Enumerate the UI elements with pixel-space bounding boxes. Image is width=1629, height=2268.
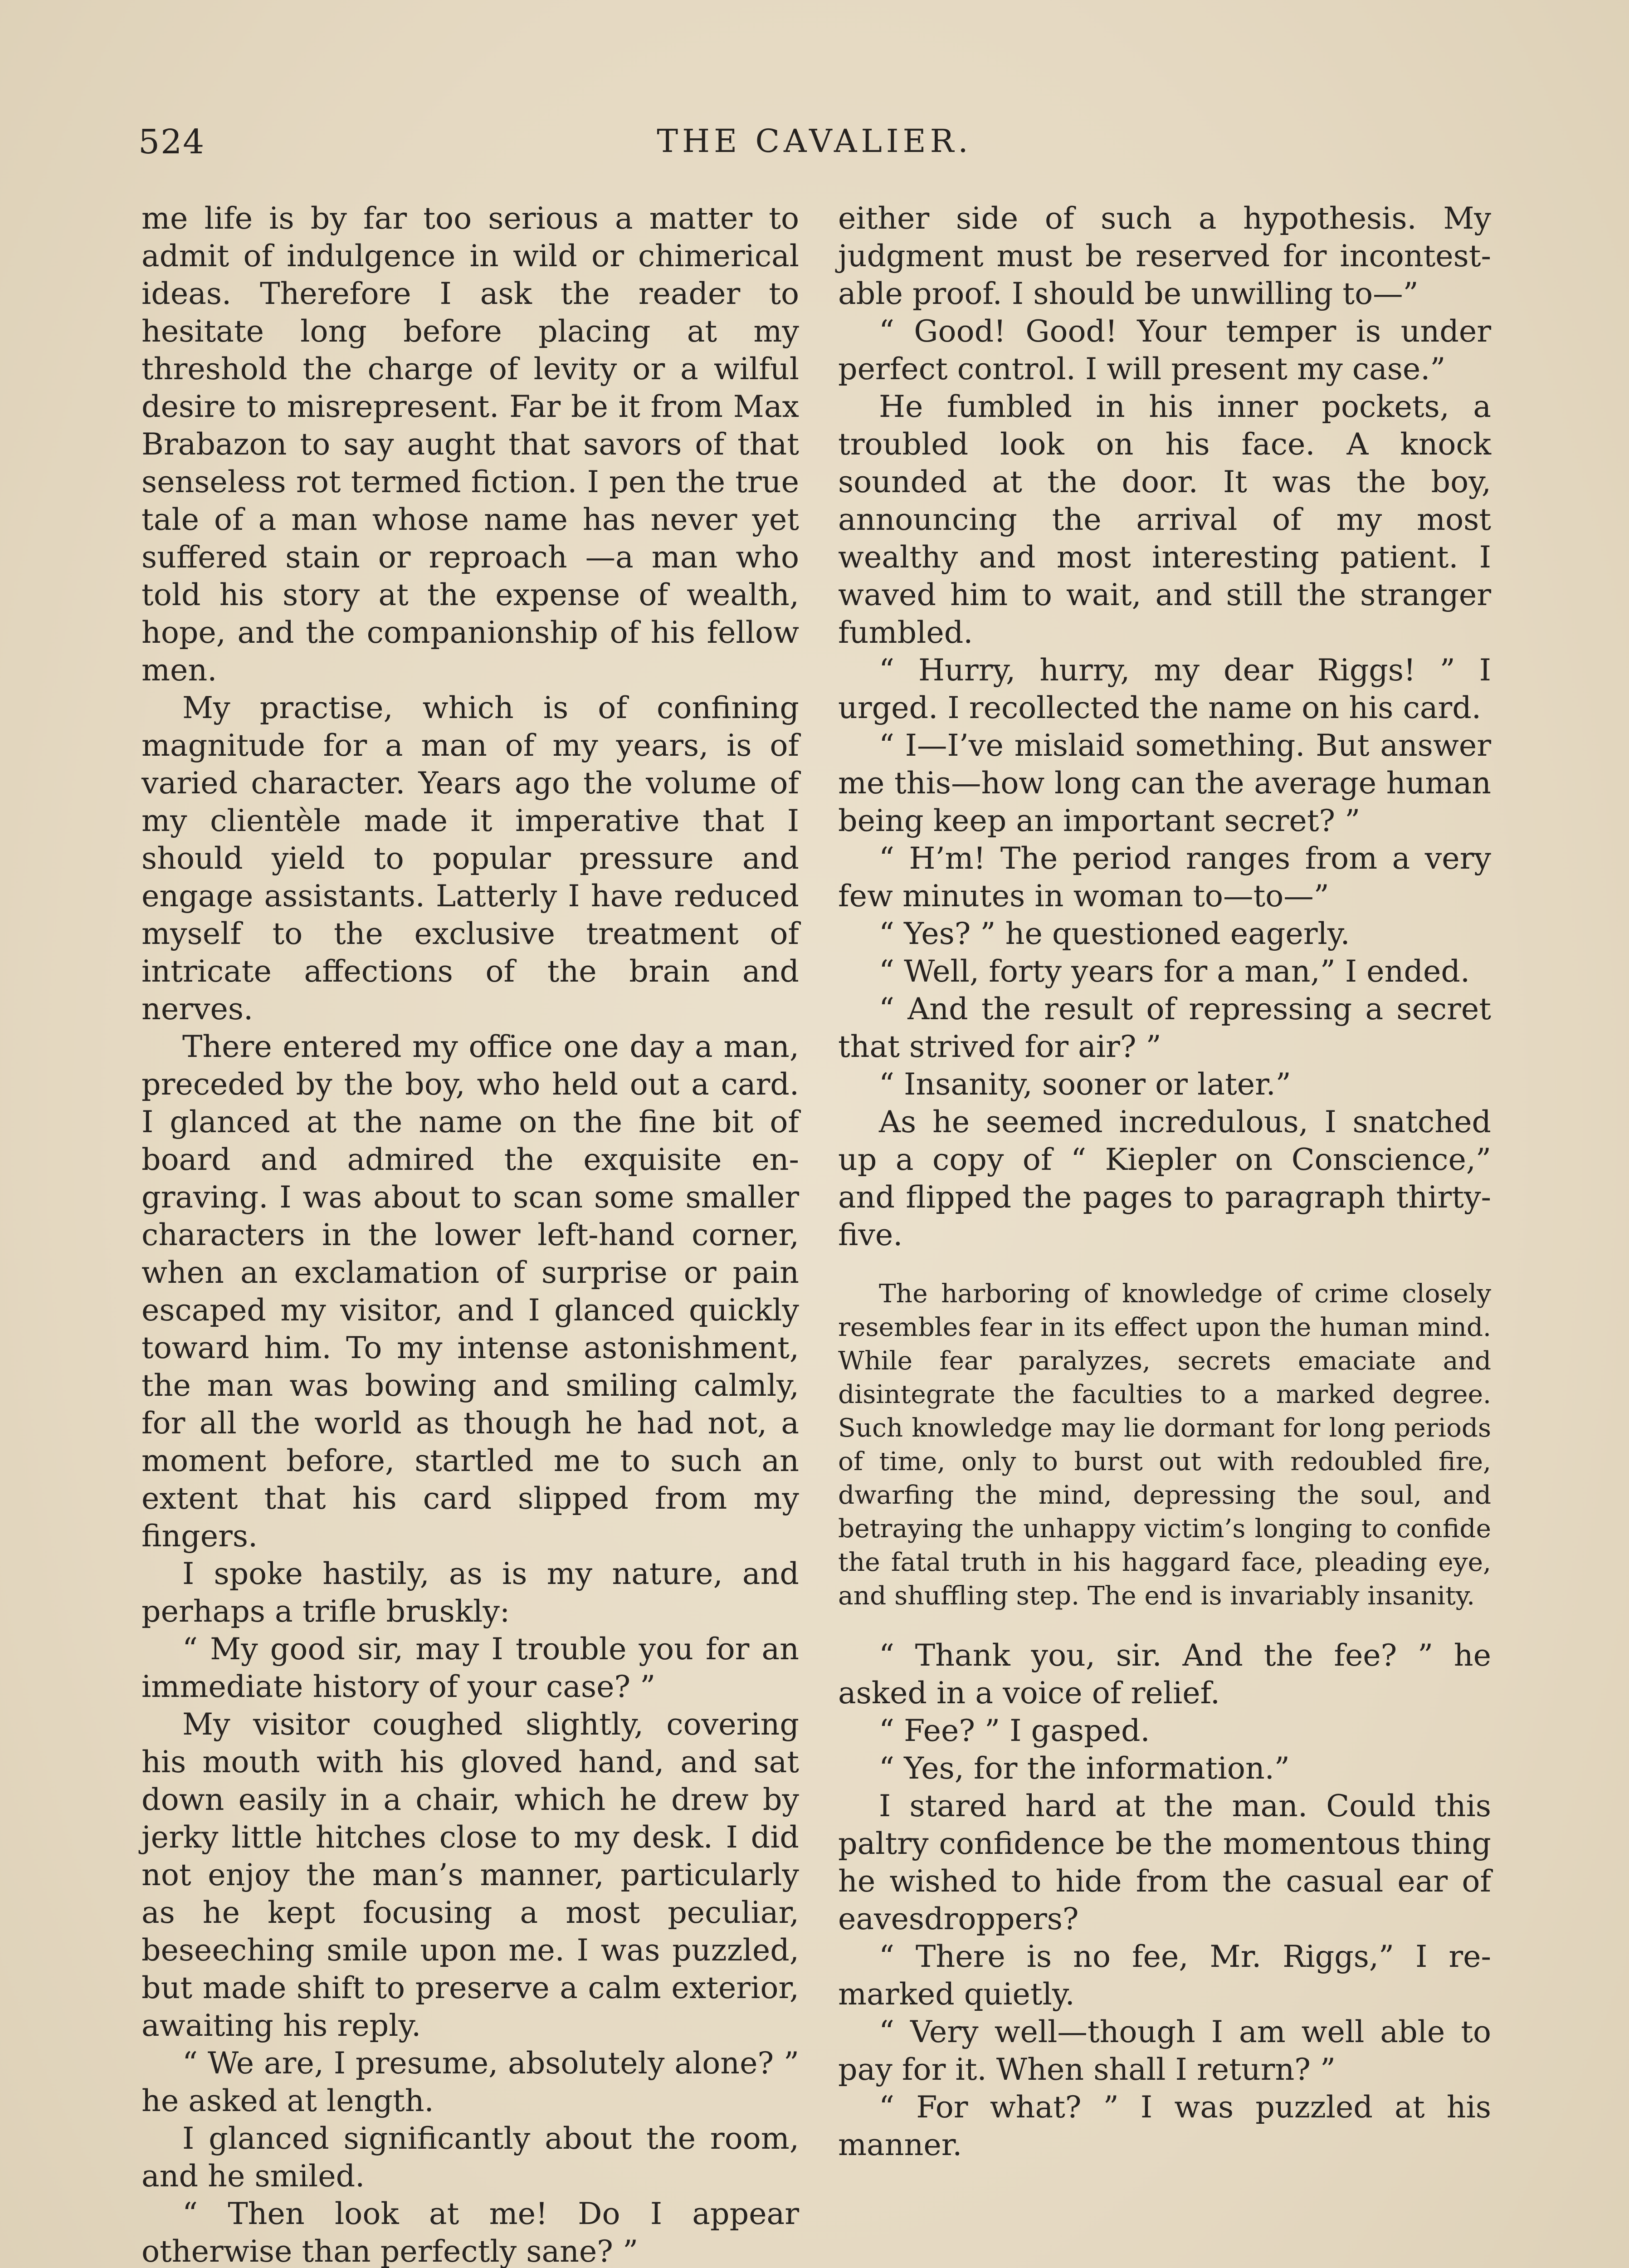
running-title: THE CAVALIER. <box>657 122 972 160</box>
paragraph: I stared hard at the man. Could this paltry confidence be the momentous thing he wished to hide from the casual ear of eavesdroppers? <box>838 1788 1491 1936</box>
paragraph: “ My good sir, may I trouble you for an immediate history of your case? ” <box>141 1631 799 1704</box>
paragraph: “ Fee? ” I gasped. <box>879 1713 1150 1748</box>
paragraph: “ Well, forty years for a man,” I ended. <box>879 953 1470 989</box>
paragraph: He fumbled in his inner pockets, a troubled look on his face. A knock sounded at the door. It was the boy, announcing the arrival of my most wealthy and most interesting patient. I waved him to wait, and still the stranger fumbled. <box>838 389 1491 650</box>
paragraph: “ Yes, for the information.” <box>879 1750 1290 1786</box>
page-header <box>0 122 1629 177</box>
paragraph: “ And the result of repressing a secret that strived for air? ” <box>838 991 1491 1064</box>
left-column <box>141 200 799 2268</box>
paragraph: As he seemed incredulous, I snatched up a copy of “ Kiepler on Conscience,” and flipped the pages to paragraph thirty-five. <box>838 1104 1491 1252</box>
quoted-block: The harboring of knowledge of crime closely resembles fear in its effect upon the human mind. While fear paralyzes, secrets emaciate and disintegrate the faculties to a marked degree. Such knowledge may lie dormant for long periods of time, only to burst out with redoubled fire, dwarfing the mind, depressing the soul, and betraying the unhappy victim’s longing to confide the fatal truth in his haggard face, pleading eye, and shuffling step. The end is invariably insanity. <box>838 1279 1491 1611</box>
paragraph: I glanced significantly about the room, and he smiled. <box>141 2121 799 2194</box>
paragraph: “ For what? ” I was puzzled at his manner. <box>838 2089 1491 2162</box>
paragraph: “ Very well—though I am well able to pay for it. When shall I return? ” <box>838 2014 1491 2087</box>
paragraph: “ Yes? ” he questioned eagerly. <box>879 916 1350 951</box>
paragraph: “ Insanity, sooner or later.” <box>879 1066 1291 1102</box>
paragraph: “ Good! Good! Your temper is under perfect control. I will present my case.” <box>838 313 1491 386</box>
paragraph: I spoke hastily, as is my nature, and perhaps a trifle bruskly: <box>141 1556 799 1629</box>
paragraph: me life is by far too serious a matter to admit of indulgence in wild or chimerical ideas. Therefore I ask the reader to hesitate long before placing at my threshold the charge of levity or a wilful desire to misrepresent. Far be it from Max Brabazon to say aught that savors of that senseless rot termed fiction. I pen the true tale of a man whose name has never yet suffered stain or reproach —a man who told his story at the expense of wealth, hope, and the companionship of his fellow men. <box>141 200 799 688</box>
paragraph: My practise, which is of confining magnitude for a man of my years, is of varied character. Years ago the volume of my clientèle made it imperative that I should yield to popular pressure and engage assistants. Latterly I have reduced myself to the exclusive treatment of intricate affections of the brain and nerves. <box>141 690 799 1026</box>
paragraph: “ There is no fee, Mr. Riggs,” I remarked quietly. <box>838 1939 1491 2012</box>
paragraph: “ I—I’ve mislaid something. But answer me this—how long can the average human being keep an important secret? ” <box>838 728 1491 838</box>
paragraph: “ Thank you, sir. And the fee? ” he asked in a voice of relief. <box>838 1637 1491 1711</box>
paragraph: “ Then look at me! Do I appear otherwise than perfectly sane? ” <box>141 2196 799 2268</box>
paragraph: “ We are, I presume, absolutely alone? ” he asked at length. <box>141 2045 799 2118</box>
right-column <box>838 200 1491 2164</box>
paragraph: “ Hurry, hurry, my dear Riggs! ” I urged. I recollected the name on his card. <box>838 652 1491 725</box>
page-number: 524 <box>138 122 205 161</box>
paragraph: either side of such a hypothesis. My judgment must be reserved for incontestable proof. I should be unwilling to—” <box>838 200 1491 311</box>
paragraph: My visitor coughed slightly, covering his mouth with his gloved hand, and sat down easily in a chair, which he drew by jerky little hitches close to my desk. I did not enjoy the man’s manner, particularly as he kept focusing a most peculiar, beseeching smile upon me. I was puzzled, but made shift to preserve a calm exterior, awaiting his reply. <box>141 1706 799 2043</box>
paragraph: There entered my office one day a man, preceded by the boy, who held out a card. I glanced at the name on the fine bit of board and admired the exquisite engraving. I was about to scan some smaller characters in the lower left-hand corner, when an exclamation of surprise or pain escaped my visitor, and I glanced quickly toward him. To my intense astonishment, the man was bowing and smiling calmly, for all the world as though he had not, a moment before, startled me to such an extent that his card slipped from my fingers. <box>141 1029 799 1554</box>
paragraph: “ H’m! The period ranges from a very few minutes in woman to—to—” <box>838 841 1491 914</box>
